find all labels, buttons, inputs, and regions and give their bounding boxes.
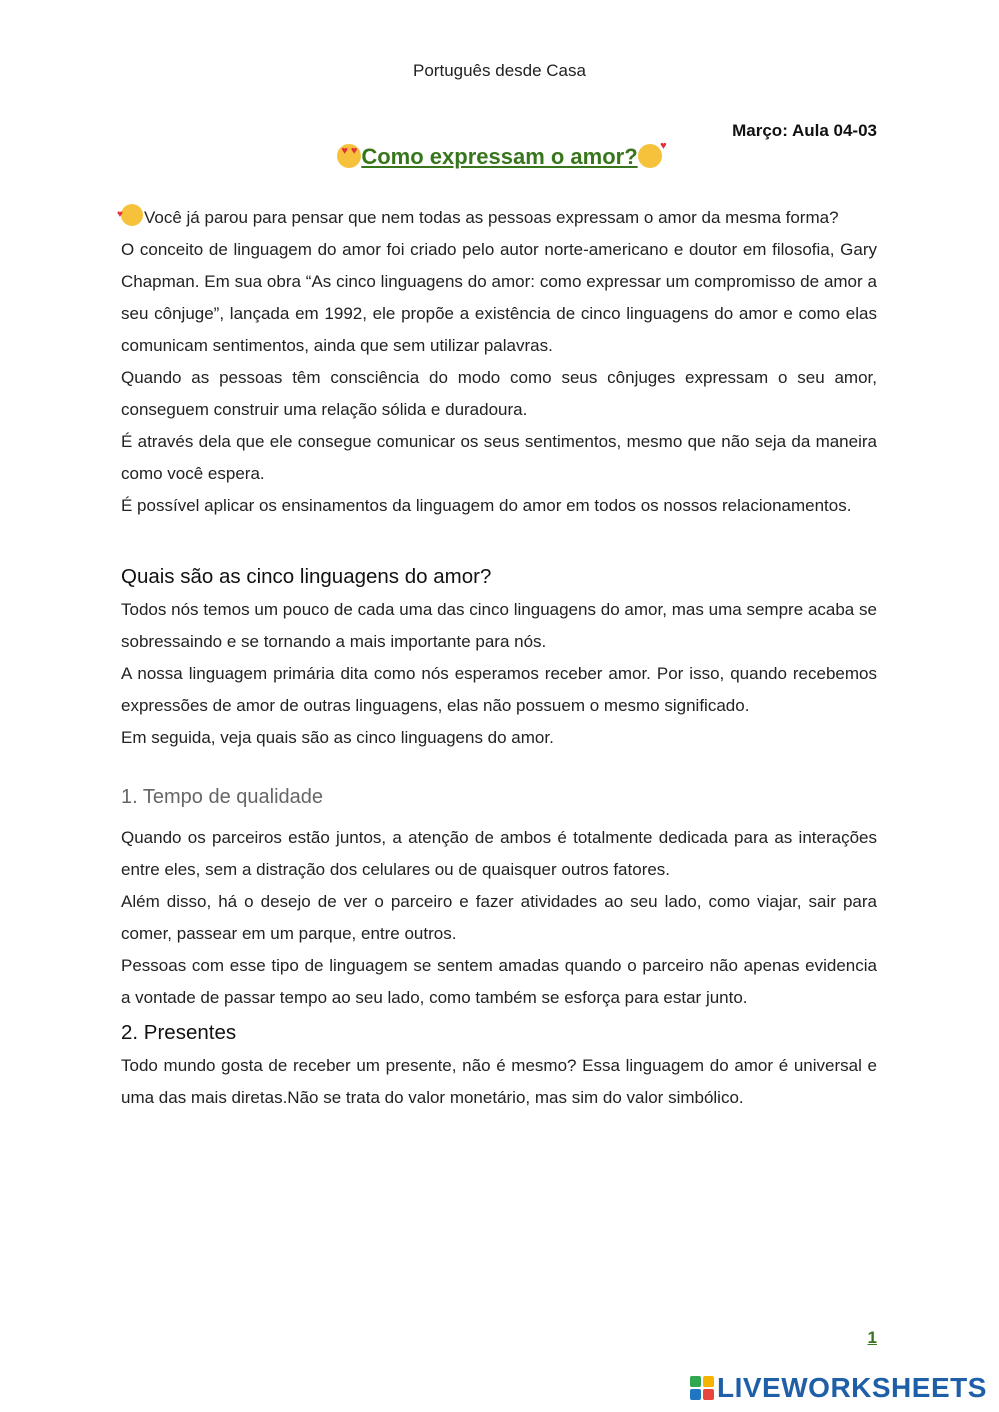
- intro-paragraph: Quando as pessoas têm consciência do modo como seus cônjuges expressam o seu amor, conseguem construir uma relação sólida e duradoura.: [121, 368, 877, 419]
- kissing-emoji-icon: [638, 144, 662, 168]
- document-body: [121, 202, 877, 1114]
- intro-paragraph: ♥Você já parou para pensar que nem todas as pessoas expressam o amor da mesma forma?: [121, 202, 877, 234]
- section-heading-gifts: 2. Presentes: [121, 1021, 237, 1044]
- quality-time-paragraph: Quando os parceiros estão juntos, a atenção de ambos é totalmente dedicada para as interações entre eles, sem a distração dos celulares ou de quaisquer outros fatores.: [121, 828, 877, 879]
- quality-time-paragraph: Além disso, há o desejo de ver o parceiro e fazer atividades ao seu lado, como viajar, sair para comer, passear em um parque, entre outros.: [121, 892, 877, 943]
- page-title-text: Como expressam o amor?: [361, 144, 638, 169]
- heart-eyes-emoji-icon: [337, 144, 361, 168]
- page-title: [0, 144, 999, 170]
- smiling-hearts-emoji-icon: [121, 204, 143, 226]
- brand-name: LIVEWORKSHEETS: [717, 1372, 987, 1403]
- gifts-paragraph: Todo mundo gosta de receber um presente, não é mesmo? Essa linguagem do amor é universal e uma das mais diretas.Não se trata do valor monetário, mas sim do valor simbólico.: [121, 1056, 877, 1107]
- section-heading-quality-time: 1. Tempo de qualidade: [121, 786, 324, 808]
- intro-paragraph: É através dela que ele consegue comunicar os seus sentimentos, mesmo que não seja da maneira como você espera.: [121, 432, 877, 483]
- liveworksheets-logo-icon: [690, 1376, 714, 1400]
- intro-paragraph: É possível aplicar os ensinamentos da linguagem do amor em todos os nossos relacionamentos.: [121, 496, 852, 515]
- page-header: Português desde Casa: [413, 61, 586, 80]
- page-number: 1: [867, 1328, 877, 1347]
- section-heading-languages: Quais são as cinco linguagens do amor?: [121, 565, 492, 588]
- languages-paragraph: Em seguida, veja quais são as cinco linguagens do amor.: [121, 728, 554, 747]
- liveworksheets-logo[interactable]: [690, 1371, 987, 1405]
- quality-time-paragraph: Pessoas com esse tipo de linguagem se sentem amadas quando o parceiro não apenas evidencia a vontade de passar tempo ao seu lado, como também se esforça para estar junto.: [121, 956, 877, 1007]
- languages-paragraph: Todos nós temos um pouco de cada uma das cinco linguagens do amor, mas uma sempre acaba se sobressaindo e se tornando a mais importante para nós.: [121, 600, 877, 651]
- intro-paragraph: O conceito de linguagem do amor foi criado pelo autor norte-americano e doutor em filosofia, Gary Chapman. Em sua obra “As cinco linguagens do amor: como expressar um compromisso de amor a seu cônjuge”, lançada em 1992, ele propõe a existência de cinco linguagens do amor e como elas comunicam sentimentos, ainda que sem utilizar palavras.: [121, 240, 877, 355]
- languages-paragraph: A nossa linguagem primária dita como nós esperamos receber amor. Por isso, quando recebemos expressões de amor de outras linguagens, elas não possuem o mesmo significado.: [121, 664, 877, 715]
- lesson-label: Março: Aula 04-03: [732, 121, 877, 140]
